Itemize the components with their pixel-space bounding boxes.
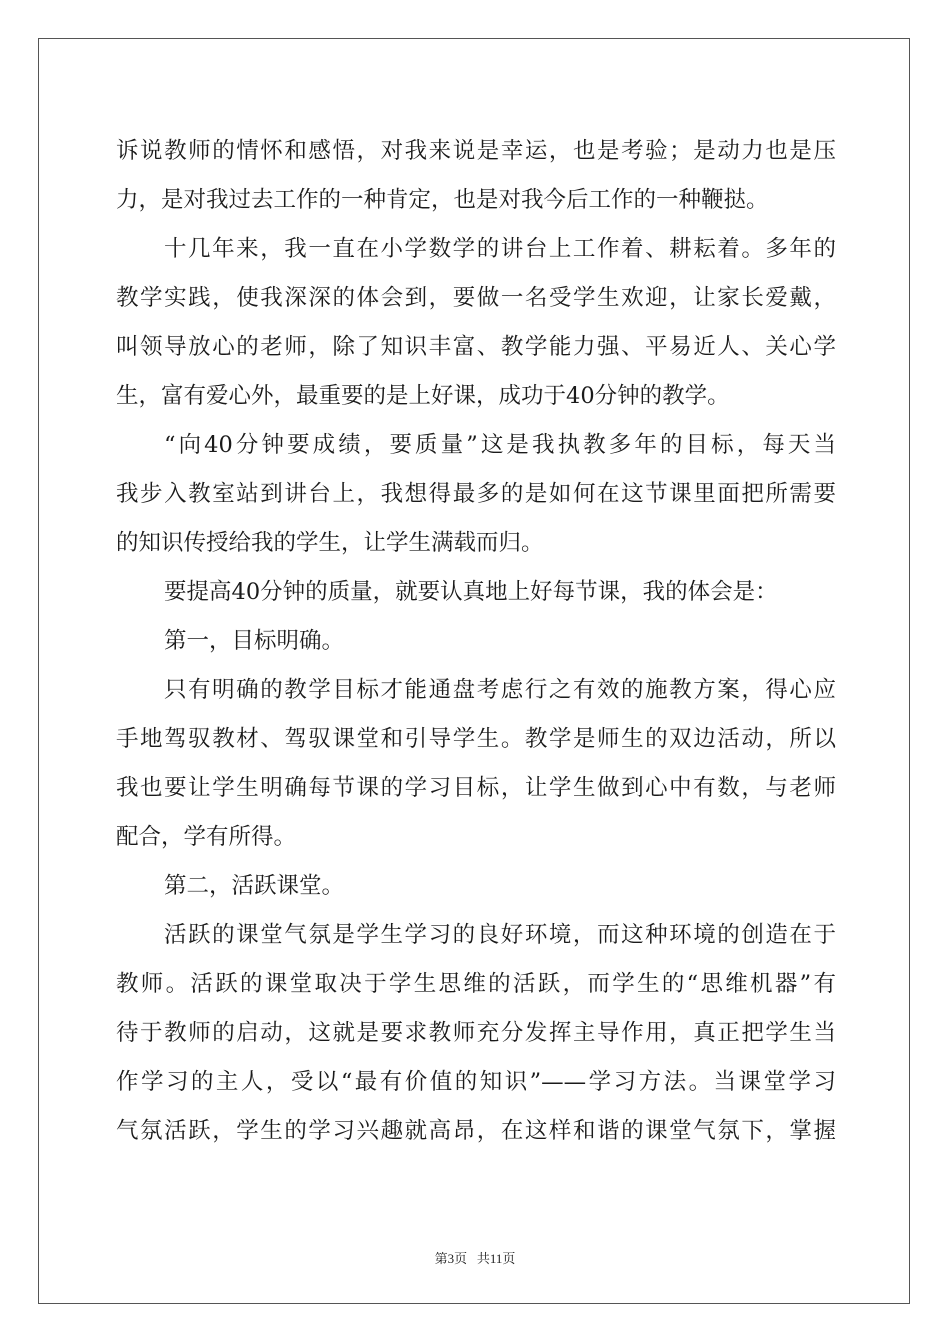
text-line: 十几年来，我一直在小学数学的讲台上工作着、耕耘着。多年的 xyxy=(164,236,836,262)
text-line: “向40分钟要成绩，要质量”这是我执教多年的目标，每天当 xyxy=(164,432,836,458)
text-line: 只有明确的教学目标才能通盘考虑行之有效的施教方案，得心应 xyxy=(164,677,836,703)
text-line: 我也要让学生明确每节课的学习目标，让学生做到心中有数，与老师 xyxy=(116,775,836,801)
text-line: 作学习的主人，受以“最有价值的知识”——学习方法。当课堂学习 xyxy=(116,1069,836,1095)
text-line: 教学实践，使我深深的体会到，要做一名受学生欢迎，让家长爱戴， xyxy=(116,285,836,311)
text-line: 手地驾驭教材、驾驭课堂和引导学生。教学是师生的双边活动，所以 xyxy=(116,726,836,752)
text-line: 叫领导放心的老师，除了知识丰富、教学能力强、平易近人、关心学 xyxy=(116,334,836,360)
text-line: 生，富有爱心外，最重要的是上好课，成功于40分钟的教学。 xyxy=(116,383,730,409)
text-line: 我步入教室站到讲台上，我想得最多的是如何在这节课里面把所需要 xyxy=(116,481,836,507)
text-line: 要提高40分钟的质量，就要认真地上好每节课，我的体会是： xyxy=(164,579,778,605)
text-line: 待于教师的启动，这就是要求教师充分发挥主导作用，真正把学生当 xyxy=(116,1020,836,1046)
text-line: 的知识传授给我的学生，让学生满载而归。 xyxy=(116,530,544,556)
text-line: 力，是对我过去工作的一种肯定，也是对我今后工作的一种鞭挞。 xyxy=(116,187,769,213)
text-line: 第二，活跃课堂。 xyxy=(164,873,345,899)
document-body xyxy=(116,127,836,1156)
page-number-footer: 第3页 共11页 xyxy=(434,1251,516,1266)
text-line: 配合，学有所得。 xyxy=(116,824,297,850)
text-line: 活跃的课堂气氛是学生学习的良好环境，而这种环境的创造在于 xyxy=(164,922,836,948)
text-line: 诉说教师的情怀和感悟，对我来说是幸运，也是考验；是动力也是压 xyxy=(116,138,836,164)
text-line: 气氛活跃，学生的学习兴趣就高昂，在这样和谐的课堂气氛下，掌握 xyxy=(116,1118,836,1144)
text-line: 教师。活跃的课堂取决于学生思维的活跃，而学生的“思维机器”有 xyxy=(116,971,836,997)
text-line: 第一，目标明确。 xyxy=(164,628,345,654)
